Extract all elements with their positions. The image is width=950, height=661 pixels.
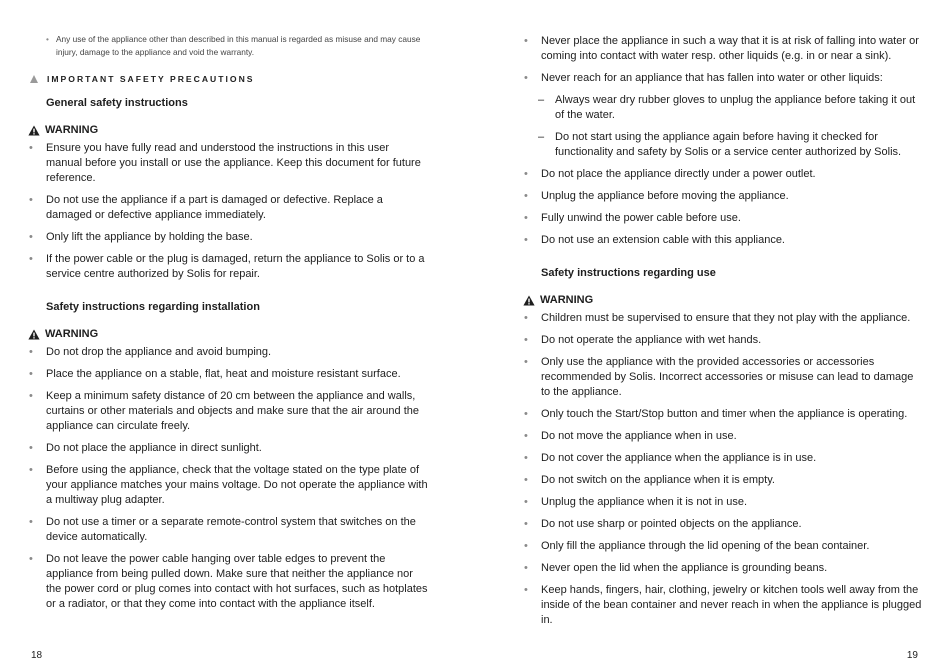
list-item: • Only fill the appliance through the lid opening of the bean container. xyxy=(523,539,925,554)
list-item: • Do not use a timer or a separate remote-control system that switches on the device automatically. xyxy=(28,515,428,545)
list-item: • Do not operate the appliance with wet hands. xyxy=(523,333,925,348)
list-item: • Unplug the appliance when it is not in use. xyxy=(523,495,925,510)
list-item: • Never place the appliance in such a way that it is at risk of falling into water or coming into contact with water resp. other liquids (e.g. in or near a sink). xyxy=(523,34,925,64)
left-column xyxy=(28,0,428,619)
dash-item: – Do not start using the appliance again before having it checked for functionality and safety by Solis or a service center authorized by Solis. xyxy=(523,130,925,160)
dash-item: – Always wear dry rubber gloves to unplug the appliance before taking it out of the water. xyxy=(523,93,925,123)
general-safety-heading: General safety instructions xyxy=(46,97,188,109)
installation-safety-list xyxy=(28,345,428,612)
section-heading xyxy=(28,74,428,84)
list-item: • Before using the appliance, check that the voltage stated on the type plate of your appliance matches your mains voltage. Do not operate the appliance with a multiway plug adapter. xyxy=(28,463,428,508)
list-item: • Only touch the Start/Stop button and timer when the appliance is operating. xyxy=(523,407,925,422)
list-item: • Do not drop the appliance and avoid bumping. xyxy=(28,345,428,360)
list-item: • Place the appliance on a stable, flat, heat and moisture resistant surface. xyxy=(28,367,428,382)
use-safety-list xyxy=(523,311,925,628)
general-warning xyxy=(28,124,428,137)
page-number: 19 xyxy=(906,650,918,661)
power-list xyxy=(523,167,925,248)
warning-icon xyxy=(28,329,40,340)
use-safety-heading: Safety instructions regarding use xyxy=(541,267,716,279)
list-item: • Do not switch on the appliance when it is empty. xyxy=(523,473,925,488)
installation-safety-heading: Safety instructions regarding installation xyxy=(46,301,260,313)
triangle-marker-icon xyxy=(30,75,38,83)
general-safety-list xyxy=(28,141,428,282)
page-number: 18 xyxy=(31,650,43,661)
list-item: • Do not place the appliance in direct sunlight. xyxy=(28,441,428,456)
list-item: • Only use the appliance with the provided accessories or accessories recommended by Solis. Incorrect accessories or misuse can lead to damage to the appliance. xyxy=(523,355,925,400)
right-page xyxy=(475,0,950,660)
list-item: • If the power cable or the plug is damaged, return the appliance to Solis or to a service centre authorized by Solis for repair. xyxy=(28,252,428,282)
list-item: • Do not use an extension cable with this appliance. xyxy=(523,233,925,248)
list-item: • Keep hands, fingers, hair, clothing, jewelry or kitchen tools well away from the inside of the bean container and never reach in when the appliance is plugged in. xyxy=(523,583,925,628)
warning-icon xyxy=(28,125,40,136)
list-item: • Children must be supervised to ensure that they not play with the appliance. xyxy=(523,311,925,326)
list-item: • Never open the lid when the appliance is grounding beans. xyxy=(523,561,925,576)
section-heading-text: IMPORTANT SAFETY PRECAUTIONS xyxy=(47,74,255,84)
list-item: • Keep a minimum safety distance of 20 cm between the appliance and walls, curtains or other materials and objects and make sure that the air around the appliance can circulate freely. xyxy=(28,389,428,434)
right-column xyxy=(523,0,925,635)
list-item: • Never reach for an appliance that has fallen into water or other liquids: xyxy=(523,71,925,86)
list-item: • Fully unwind the power cable before use. xyxy=(523,211,925,226)
list-item: • Do not place the appliance directly under a power outlet. xyxy=(523,167,925,182)
water-dash-list xyxy=(523,93,925,160)
left-page xyxy=(0,0,475,660)
warning-label: WARNING xyxy=(45,328,99,340)
list-item: • Do not use sharp or pointed objects on the appliance. xyxy=(523,517,925,532)
installation-warning xyxy=(28,328,428,341)
warning-label: WARNING xyxy=(540,294,594,306)
list-item: • Only lift the appliance by holding the base. xyxy=(28,230,428,245)
list-item: • Do not leave the power cable hanging over table edges to prevent the appliance from being pulled down. Make sure that neither the appliance nor the power cord or plug comes into contact with hot surfaces, such as hotplates or a radiator, or that they come into contact with the appliance itself. xyxy=(28,552,428,612)
list-item: • Do not use the appliance if a part is damaged or defective. Replace a damaged or defective appliance immediately. xyxy=(28,193,428,223)
continued-list xyxy=(523,34,925,86)
use-warning xyxy=(523,294,925,307)
warning-icon xyxy=(523,295,535,306)
list-item: • Ensure you have fully read and understood the instructions in this user manual before you install or use the appliance. Keep this document for future reference. xyxy=(28,141,428,186)
misuse-note: • Any use of the appliance other than described in this manual is regarded as misuse and may cause injury, damage to the appliance and void the warranty. xyxy=(28,33,428,59)
list-item: • Do not move the appliance when in use. xyxy=(523,429,925,444)
list-item: • Unplug the appliance before moving the appliance. xyxy=(523,189,925,204)
warning-label: WARNING xyxy=(45,124,99,136)
list-item: • Do not cover the appliance when the appliance is in use. xyxy=(523,451,925,466)
